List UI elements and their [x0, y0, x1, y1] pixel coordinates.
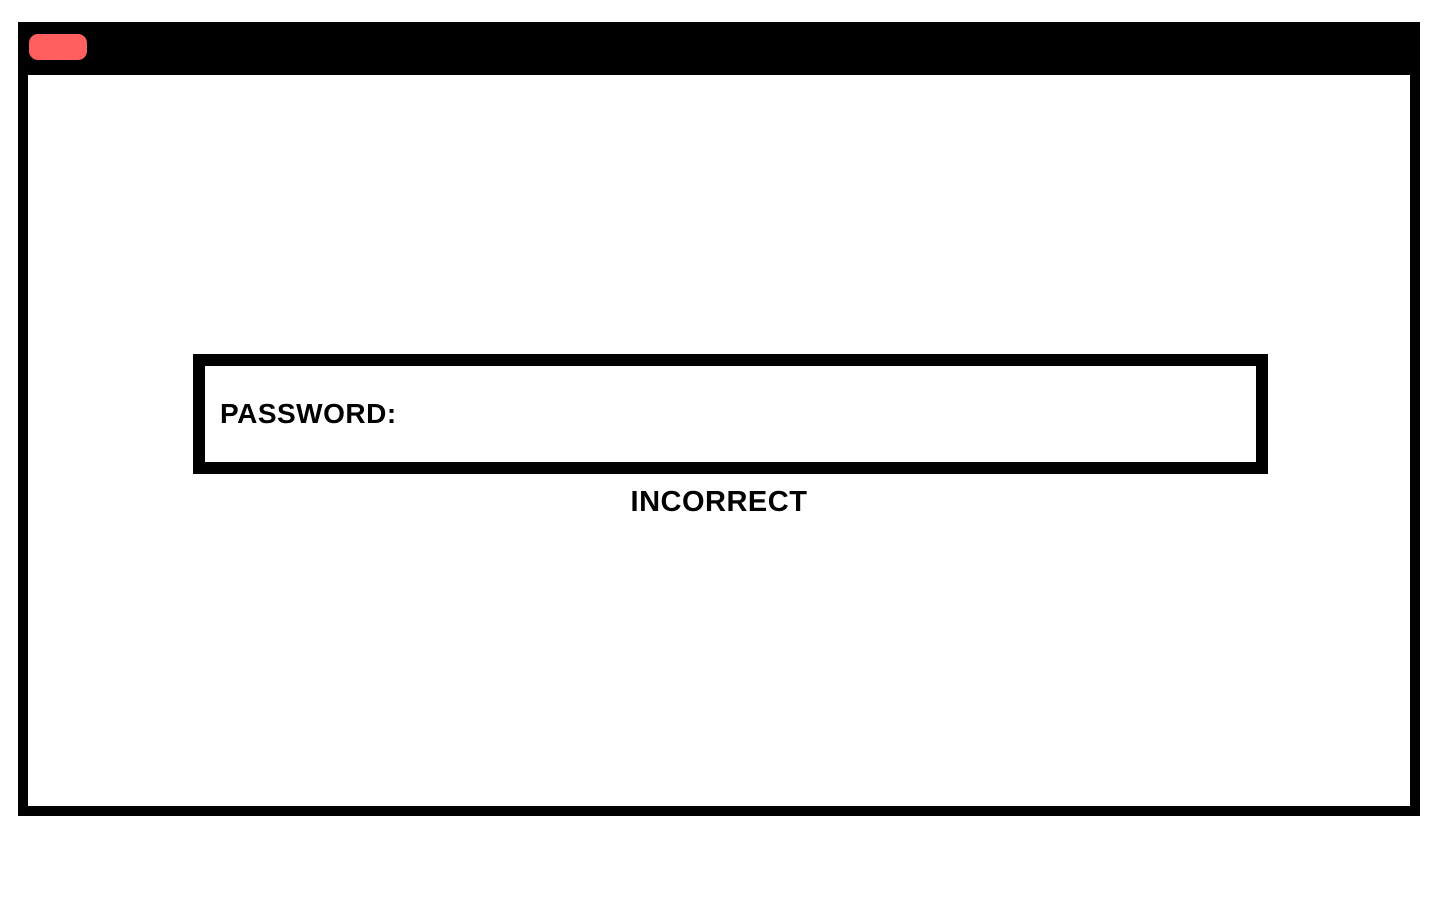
password-label: PASSWORD:	[220, 398, 397, 429]
title-bar[interactable]	[18, 22, 1420, 75]
window-content	[28, 75, 1410, 806]
password-input[interactable]	[407, 383, 1246, 445]
status-message: INCORRECT	[630, 486, 808, 518]
close-button[interactable]	[29, 34, 87, 60]
password-field-box[interactable]	[193, 354, 1268, 474]
app-window	[18, 22, 1420, 816]
